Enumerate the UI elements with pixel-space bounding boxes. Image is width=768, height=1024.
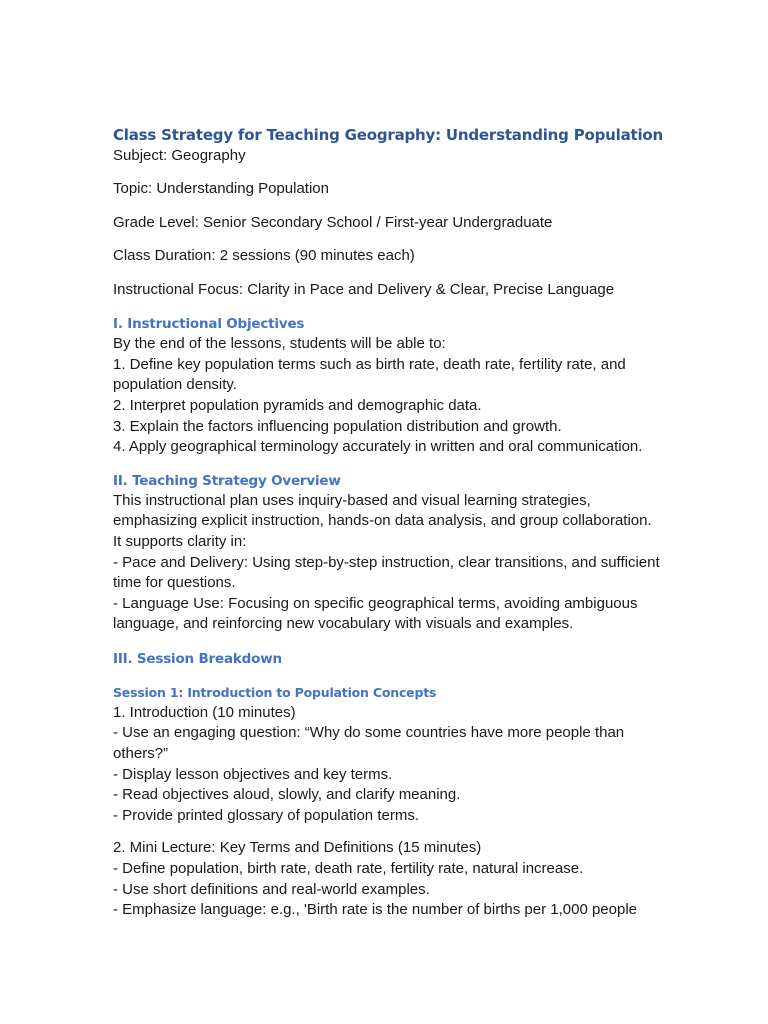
strategy-bullet: - Pace and Delivery: Using step-by-step instruction, clear transitions, and sufficient time for questions. bbox=[113, 553, 660, 592]
objective-item: 2. Interpret population pyramids and demographic data. bbox=[113, 396, 482, 414]
strategy-paragraph: This instructional plan uses inquiry-based and visual learning strategies, emphasizing explicit instruction, hands-on data analysis, and group collaboration. bbox=[113, 491, 652, 530]
objective-item: 4. Apply geographical terminology accurately in written and oral communication. bbox=[113, 438, 643, 456]
session-bullet: - Emphasize language: e.g., 'Birth rate is the number of births per 1,000 people bbox=[113, 901, 638, 919]
session-step-title: 2. Mini Lecture: Key Terms and Definitions (15 minutes) bbox=[113, 839, 482, 857]
section-objectives-heading: I. Instructional Objectives bbox=[113, 316, 305, 333]
objective-item: 1. Define key population terms such as birth rate, death rate, fertility rate, and population density. bbox=[113, 355, 626, 394]
meta-topic: Topic: Understanding Population bbox=[113, 180, 329, 198]
objectives-intro: By the end of the lessons, students will be able to: bbox=[113, 335, 446, 353]
section-breakdown-heading: III. Session Breakdown bbox=[113, 650, 282, 667]
document-title: Class Strategy for Teaching Geography: Understanding Population bbox=[113, 126, 663, 144]
session-bullet: - Define population, birth rate, death rate, fertility rate, natural increase. bbox=[113, 860, 584, 878]
objective-item: 3. Explain the factors influencing population distribution and growth. bbox=[113, 417, 562, 435]
session-step-title: 1. Introduction (10 minutes) bbox=[113, 703, 296, 721]
session-bullet: - Read objectives aloud, slowly, and clarify meaning. bbox=[113, 786, 461, 804]
meta-class-duration: Class Duration: 2 sessions (90 minutes each) bbox=[113, 247, 415, 265]
section-strategy-heading: II. Teaching Strategy Overview bbox=[113, 472, 341, 489]
meta-subject: Subject: Geography bbox=[113, 147, 246, 164]
session1-heading: Session 1: Introduction to Population Concepts bbox=[113, 684, 437, 700]
session-bullet: - Provide printed glossary of population terms. bbox=[113, 806, 419, 824]
meta-grade-level: Grade Level: Senior Secondary School / First-year Undergraduate bbox=[113, 213, 553, 231]
session-bullet: - Use short definitions and real-world examples. bbox=[113, 880, 430, 898]
meta-instructional-focus: Instructional Focus: Clarity in Pace and Delivery & Clear, Precise Language bbox=[113, 280, 615, 298]
document-page bbox=[113, 124, 673, 921]
session-bullet: - Display lesson objectives and key terms. bbox=[113, 765, 393, 783]
strategy-bullet: - Language Use: Focusing on specific geographical terms, avoiding ambiguous language, and reinforcing new vocabulary with visuals and examples. bbox=[113, 594, 638, 633]
strategy-paragraph: It supports clarity in: bbox=[113, 532, 247, 550]
session-bullet: - Use an engaging question: “Why do some countries have more people than others?” bbox=[113, 724, 625, 763]
